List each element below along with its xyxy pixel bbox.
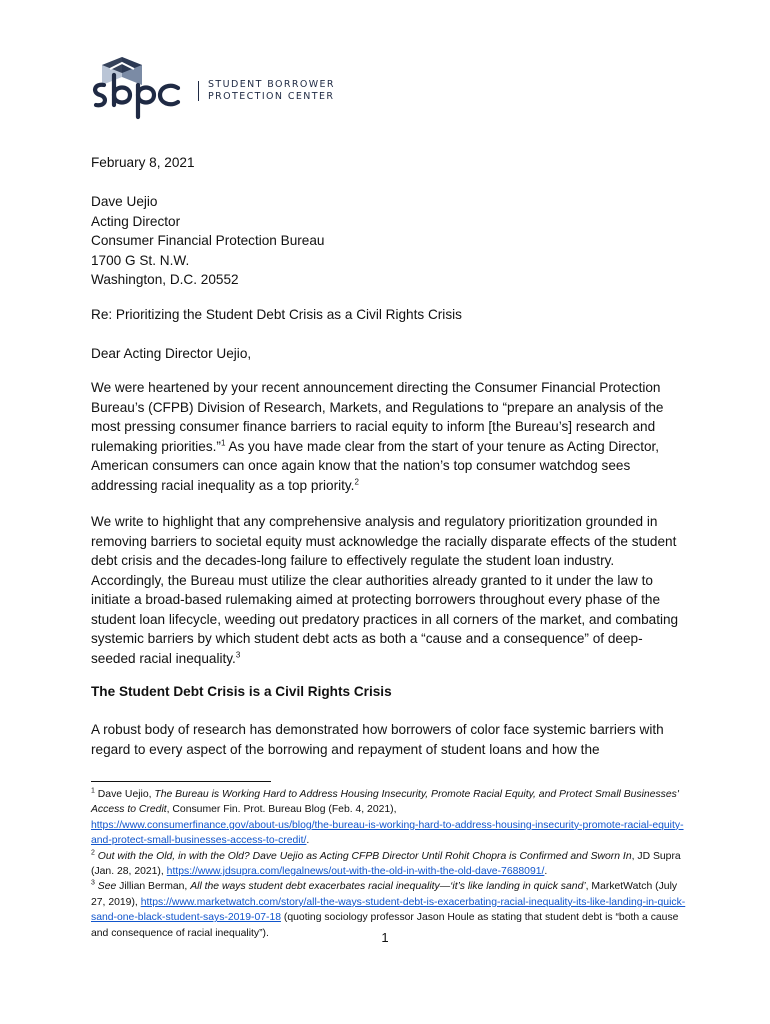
paragraph-2 <box>91 512 681 668</box>
footnote-1 <box>91 787 691 849</box>
footnote-2 <box>91 849 691 880</box>
footnote-3-title: All the ways student debt exacerbates racial inequality—‘it’s like landing in quick sand’ <box>190 881 586 893</box>
paragraph-1-part-b: As you have made clear from the start of your tenure as Acting Director, American consumers can once again know that the nation’s top consumer watchdog sees addressing racial inequality as a top priority. <box>91 438 660 493</box>
footnote-2-end: . <box>544 866 548 878</box>
footnote-2-number: 2 <box>91 849 95 857</box>
footnote-1-number: 1 <box>91 787 95 795</box>
salutation: Dear Acting Director Uejio, <box>91 346 252 361</box>
footnote-1-author: Dave Uejio, <box>94 789 155 800</box>
footnote-1-source: , Consumer Fin. Prot. Bureau Blog (Feb. 4, 2021), <box>166 804 397 816</box>
sbpc-logo-mark-icon <box>90 55 200 135</box>
section-heading: The Student Debt Crisis is a Civil Rights Crisis <box>91 684 392 699</box>
address-line: Washington, D.C. 20552 <box>91 272 239 287</box>
footnotes <box>91 787 691 941</box>
paragraph-3: A robust body of research has demonstrated how borrowers of color face systemic barriers with regard to every aspect of the borrowing and repayment of student loans and how the <box>91 722 664 757</box>
sbpc-logo <box>90 55 350 135</box>
logo-org-name <box>208 79 335 103</box>
footnote-1-end: . <box>306 835 310 847</box>
paragraph-2-text: We write to highlight that any comprehensive analysis and regulatory prioritization grounded in removing barriers to societal equity must acknowledge the racially disparate effects of the student debt crisis and the decades-long failure to effectively regulate the student loan industry. Accordingly, the Bureau must utilize the clear authorities already granted to it under the law to initiate a broad-based rulemaking aimed at protecting borrowers throughout every phase of the student loan lifecycle, weeding out predatory practices in all corners of the market, and combating systemic barriers by which student debt acts as both a “cause and a consequence” of deep-seeded racial inequality. <box>91 514 679 666</box>
page-number: 1 <box>381 930 389 945</box>
footnote-3-author: Jillian Berman, <box>116 881 191 893</box>
footnote-3-link[interactable]: https://www.marketwatch.com/story/all-the-ways-student-debt-is-exacerbating-racial-inequality-its-like-landing-in-quick-sand-one-black-student-says-2019-07-18 <box>91 896 686 924</box>
footnote-ref-2[interactable]: 2 <box>354 476 359 486</box>
footnote-3-source: , MarketWatch (July 27, 2019), <box>91 881 678 908</box>
logo-org-line-2: PROTECTION CENTER <box>208 91 335 102</box>
subject-line: Re: Prioritizing the Student Debt Crisis as a Civil Rights Crisis <box>91 307 462 322</box>
footnote-ref-3[interactable]: 3 <box>235 649 241 659</box>
recipient-address <box>91 192 681 290</box>
address-line: Dave Uejio <box>91 194 158 209</box>
address-line: Acting Director <box>91 213 181 229</box>
footnote-2-source: , JD Supra (Jan. 28, 2021), <box>91 850 681 878</box>
paragraph-1-part-a: We were heartened by your recent announcement directing the Consumer Financial Protection Bureau’s (CFPB) Division of Research, Markets, and Regulations to “prepare an analysis of the most pressing consumer finance barriers to racial equity to inform [the Bureau’s] research and rulemaking priorities.” <box>91 380 664 454</box>
footnote-3-end: (quoting sociology professor Jason Houle as stating that student debt is “both a cause and consequence of racial inequality”). <box>91 912 679 939</box>
address-line: Consumer Financial Protection Bureau <box>91 233 325 248</box>
footnote-1-title: The Bureau is Working Hard to Address Housing Insecurity, Promote Racial Equity, and Protect Small Businesses' Access to Credit <box>91 789 679 816</box>
footnote-3-see: See <box>94 881 117 893</box>
footnote-1-link[interactable]: https://www.consumerfinance.gov/about-us/blog/the-bureau-is-working-hard-to-address-housing-insecurity-promote-racial-equity-and-protect-small-businesses-access-to-credit/ <box>91 819 684 847</box>
footnote-3-number: 3 <box>91 879 95 887</box>
logo-org-line-1: STUDENT BORROWER <box>208 79 335 90</box>
paragraph-1 <box>91 378 681 495</box>
address-line: 1700 G St. N.W. <box>91 252 190 268</box>
footnote-2-link[interactable]: https://www.jdsupra.com/legalnews/out-with-the-old-in-with-the-old-dave-7688091/ <box>166 866 545 878</box>
letter-date: February 8, 2021 <box>91 155 195 170</box>
logo-divider <box>198 81 199 101</box>
footnote-2-title: Out with the Old, in with the Old? Dave Uejio as Acting CFPB Director Until Rohit Chopra is Confirmed and Sworn In <box>94 850 632 862</box>
footnote-ref-1[interactable]: 1 <box>220 437 226 447</box>
footnote-divider <box>91 781 271 782</box>
